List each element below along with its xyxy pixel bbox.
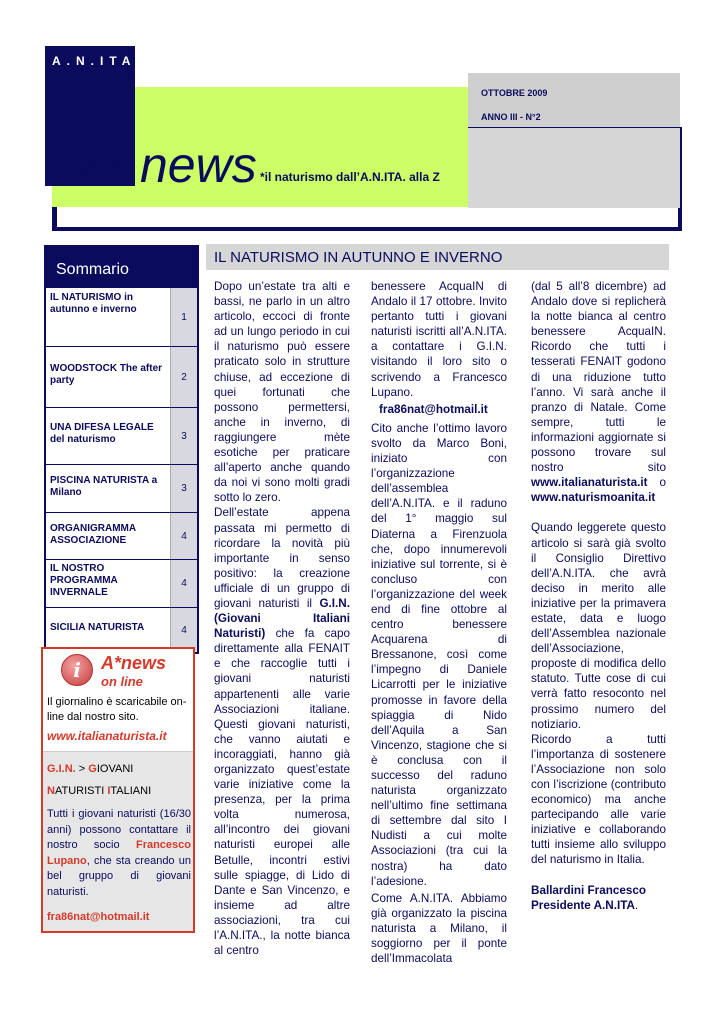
toc-item-label: WOODSTOCK The after party [50, 363, 163, 386]
paragraph: Dell’estate appena passata mi permetto di ricordare la novità più importante in senso positivo: la creazione ufficiale di un gruppo di giovani naturisti il [214, 506, 350, 610]
article-column-3 [531, 279, 666, 913]
info-title: A*news [101, 653, 167, 673]
toc-item-page: 3 [170, 465, 197, 512]
article-column-1 [214, 279, 350, 958]
gin-word-iovani: IOVANI [96, 763, 134, 775]
paragraph: Come A.N.ITA. Abbiamo già organizzato la piscina naturista a Milano, il soggiorno per il ponte dell’Immacolata [371, 891, 507, 966]
brand-a-star: A* [78, 139, 127, 191]
issue-date: OTTOBRE 2009 [481, 88, 548, 98]
toc-item-page: 1 [170, 288, 197, 346]
gin-text: Tutti i giovani naturisti (16/30 anni) possono contattare il nostro socio [47, 808, 191, 851]
issue-number: ANNO III - N°2 [481, 112, 541, 122]
toc-item-label: IL NOSTRO PROGRAMMA INVERNALE [50, 563, 118, 598]
paragraph: Quando leggerete questo articolo si sarà già svolto il Consiglio Direttivo dell’A.N.ITA. che avrà deciso in merito alle iniziative per la primavera estate, data e luogo dell’Assemblea nazionale dell’Associazione, proposte di modifica dello statuto. Tutte cose di cui verrà fatto resoconto nel prossimo numero del notiziario. [531, 521, 666, 731]
paragraph: che fa capo direttamente alla FENAIT e che raccoglie tutti i giovani naturisti appartenenti alle varie Associazioni italiane. Questi giovani naturisti, che vanno aiutati e incoraggiati, hanno già organizzato quest’estate varie iniziative come la presenza, per la prima volta numerosa, all’incontro dei giovani naturisti europei alle Betulle, incontri estivi sulle spiagge, di Lido di Dante e San Vincenzo, e insieme ad altre associazioni, tra cui l’A.N.ITA., la notte bianca al centro [214, 627, 350, 958]
gin-heading [47, 763, 133, 775]
gin-heading-2 [47, 785, 151, 797]
toc-item[interactable] [46, 407, 197, 464]
online-info-box [41, 647, 195, 933]
toc-item-page: 3 [170, 408, 197, 464]
toc-item-label: IL NATURISMO in autunno e inverno [50, 292, 137, 315]
paragraph: Cito anche l’ottimo lavoro svolto da Marco Boni, iniziato con l’organizzazione dell’assemblea dell’A.N.ITA. e il raduno del 1° maggio sul Diaterna a Firenzuola che, dopo innumerevoli iniziative sul torrente, si è concluso con l’organizzazione del week end di fine ottobre al centro benessere Acquarena di Bressanone, così come l’impegno di Daniele Licarrotti per le iniziative promosse in favore della spiaggia di Nido dell’Aquila a San Vincenzo, stagione che si è conclusa con il successo del raduno naturista organizzato nell’ultimo fine settimana di settembre dal sito I Nudisti a cui molte Associazioni (tra cui la nostra) ha dato l’adesione. [371, 421, 507, 888]
paragraph: Ricordo a tutti l’importanza di sostenere l’Associazione non solo con l’iscrizione (contributo economico) ma anche partecipando alle varie iniziative e collaborando tutti insieme allo sviluppo del naturismo in Italia. [531, 732, 666, 867]
gin-text-2: , che sta creando un bel gruppo di giovani naturisti. [47, 854, 191, 898]
toc-item-label: ORGANIGRAMMA ASSOCIAZIONE [50, 523, 136, 546]
signature-period: . [634, 898, 639, 912]
toc-item[interactable] [46, 287, 197, 346]
toc-item-label: PISCINA NATURISTA a Milano [50, 475, 158, 498]
gin-arrow: > [78, 763, 86, 775]
info-body: Il giornalino è scaricabile on-line dal nostro sito. [47, 696, 187, 723]
toc-item[interactable] [46, 607, 197, 652]
info-icon: i [61, 654, 93, 686]
gin-letter-n: N [47, 785, 55, 797]
signature-name: Ballardini Francesco [531, 883, 646, 897]
site-link[interactable]: www.italianaturista.it [531, 476, 648, 490]
gin-acronym: G.I.N. [47, 763, 76, 775]
brand-news: news [140, 137, 257, 193]
info-site-link[interactable]: www.italianaturista.it [47, 729, 167, 743]
info-subtitle: on line [101, 674, 143, 689]
toc-item[interactable] [46, 346, 197, 407]
article-title: IL NATURISMO IN AUTUNNO E INVERNO [214, 249, 503, 266]
table-of-contents [44, 245, 199, 654]
conjunction: o [659, 476, 666, 490]
toc-item-page: 2 [170, 347, 197, 407]
gin-word-taliani: TALIANI [110, 785, 152, 797]
toc-item-page: 4 [170, 513, 197, 559]
email-link[interactable]: fra86nat@hotmail.it [379, 402, 488, 416]
gin-mention: G.I.N. (Giovani Italiani Naturisti) [214, 596, 350, 641]
paragraph: benessere AcquaIN di Andalo il 17 ottobre. Invito pertanto tutti i giovani naturisti iscritti all’A.N.ITA. a contattare i G.I.N. visitando il loro sito o scrivendo a Francesco Lupano. [371, 280, 507, 399]
paragraph: Dopo un’estate tra alti e bassi, ne parlo in un altro articolo, eccoci di fronte ad un lungo periodo in cui il naturismo può essere praticato solo in strutture chiuse, ad eccezione di quei fortunati che possono permettersi, anche in inverno, di raggiungere mète esotiche per praticare all’aperto anche quando da noi vi sono molti gradi sotto lo zero. [214, 280, 350, 505]
info-top [43, 649, 193, 752]
signature-role: Presidente A.N.ITA [531, 898, 635, 912]
toc-item[interactable] [46, 512, 197, 559]
toc-title: Sommario [46, 247, 197, 287]
toc-item[interactable] [46, 559, 197, 607]
gin-body [47, 807, 191, 900]
header-gray-panel [468, 128, 680, 208]
gin-word-aturisti: ATURISTI [54, 785, 105, 797]
toc-item-page: 4 [170, 560, 197, 607]
org-label: A.N.ITA. [52, 54, 146, 68]
gin-contact-name: Francesco Lupano [47, 839, 191, 867]
toc-item[interactable] [46, 464, 197, 512]
tagline: *il naturismo dall’A.N.ITA. alla Z [260, 170, 440, 184]
toc-item-page: 4 [170, 608, 197, 652]
gin-letter-g: G [88, 763, 97, 775]
gin-email-link[interactable]: fra86nat@hotmail.it [47, 911, 150, 923]
site-link-2[interactable]: www.naturismoanita.it [531, 491, 656, 505]
toc-item-label: UNA DIFESA LEGALE del naturismo [50, 422, 154, 445]
paragraph: (dal 5 all’8 dicembre) ad Andalo dove si replicherà la notte bianca al centro benessere AcquaIN. Ricordo che tutti i tesserati FENAIT godono di una riduzione tutto l’anno. Vi sarà anche il pranzo di Natale. Come sempre, tutti le informazioni aggiornate si possono trovare sul nostro sito [531, 280, 666, 475]
gin-letter-i: I [107, 785, 111, 797]
article-column-2 [371, 279, 507, 966]
toc-item-label: SICILIA NATURISTA [50, 622, 145, 633]
